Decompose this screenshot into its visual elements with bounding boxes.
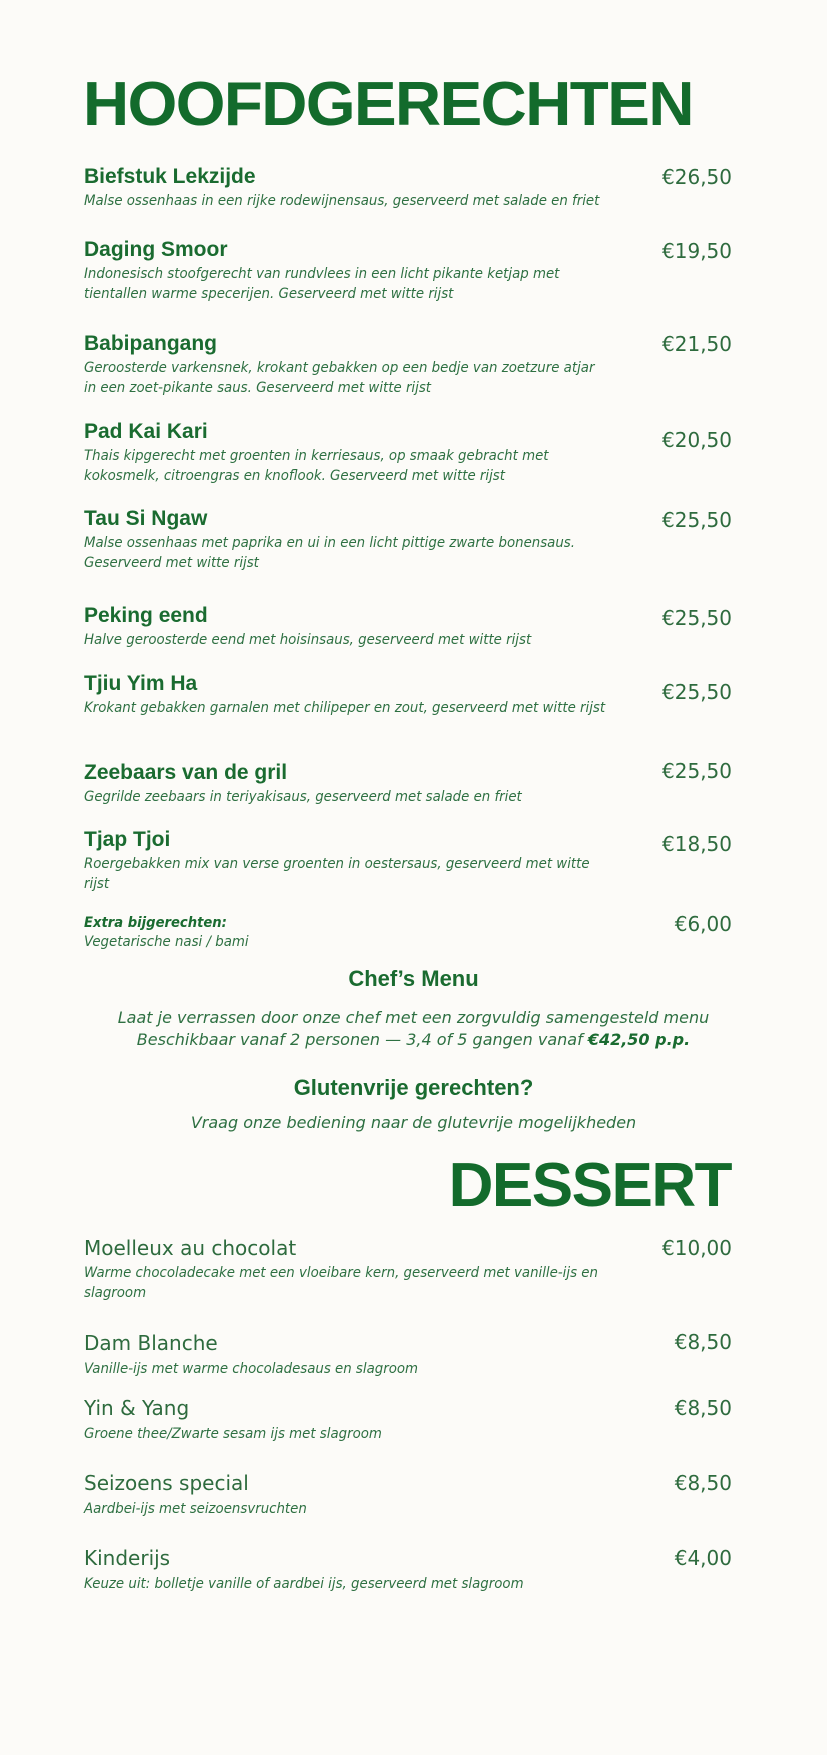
gluten-free-text: Vraag onze bediening naar de glutevrije mogelijkheden [190, 1113, 637, 1132]
menu-item-price: €18,50 [662, 832, 732, 856]
dessert-item-description: Aardbei-ijs met seizoensvruchten [84, 1501, 307, 1517]
chefs-menu-availability: Beschikbaar vanaf 2 personen — 3,4 of 5 gangen vanaf [136, 1030, 588, 1049]
dessert-item-price: €8,50 [674, 1330, 732, 1354]
dessert-item-name: Seizoens special [84, 1471, 249, 1495]
dessert-item-description: Vanille-ijs met warme chocoladesaus en slagroom [84, 1361, 419, 1377]
menu-item-name: Zeebaars van de gril [84, 761, 288, 784]
dessert-heading: DESSERT [448, 1151, 731, 1220]
menu-item-description: Gegrilde zeebaars in teriyakisaus, geserveerd met salade en friet [84, 789, 522, 805]
dessert-item-description: Keuze uit: bolletje vanille of aardbei ijs, geserveerd met slagroom [84, 1576, 524, 1592]
menu-item-description: Halve geroosterde eend met hoisinsaus, geserveerd met witte rijst [84, 632, 532, 648]
chefs-menu-description [0, 1007, 827, 1051]
menu-item-price: €21,50 [662, 332, 732, 356]
extra-sides-label: Extra bijgerechten: [84, 915, 227, 931]
menu-item-name: Peking eend [84, 604, 208, 627]
menu-item-price: €25,50 [662, 759, 732, 783]
menu-item-description: Thais kipgerecht met groenten in kerriesaus, op smaak gebracht met kokosmelk, citroengras en knoflook. Geserveerd met witte rijst [84, 448, 549, 484]
chefs-menu-price: €42,50 p.p. [587, 1030, 691, 1049]
menu-item-description: Geroosterde varkensnek, krokant gebakken op een bedje van zoetzure atjar in een zoet-pikante saus. Geserveerd met witte rijst [84, 360, 595, 396]
menu-item-name: Daging Smoor [84, 238, 228, 261]
menu-item-name: Tjap Tjoi [84, 828, 171, 851]
menu-item-price: €26,50 [662, 165, 732, 189]
menu-item-name: Tau Si Ngaw [84, 507, 208, 530]
menu-item-description: Malse ossenhaas met paprika en ui in een licht pittige zwarte bonensaus. Geserveerd met witte rijst [84, 535, 576, 571]
dessert-item-price: €8,50 [674, 1396, 732, 1420]
chefs-menu-line-2 [0, 1029, 827, 1051]
dessert-item-name: Dam Blanche [84, 1331, 218, 1355]
extra-sides-description: Vegetarische nasi / bami [84, 934, 249, 950]
dessert-item-price: €4,00 [674, 1546, 732, 1570]
menu-item-price: €25,50 [662, 680, 732, 704]
menu-item-price: €19,50 [662, 239, 732, 263]
dessert-item-name: Kinderijs [84, 1546, 171, 1570]
menu-item-name: Babipangang [84, 332, 218, 355]
menu-item-name: Tjiu Yim Ha [84, 672, 198, 695]
menu-item-name: Biefstuk Lekzijde [84, 165, 256, 188]
chefs-menu-line-1: Laat je verrassen door onze chef met een zorgvuldig samengesteld menu [117, 1008, 710, 1027]
menu-item-name: Pad Kai Kari [84, 420, 208, 443]
menu-item-description: Krokant gebakken garnalen met chilipeper en zout, geserveerd met witte rijst [84, 700, 606, 716]
main-courses-heading: HOOFDGERECHTEN [83, 70, 693, 139]
menu-item-description: Roergebakken mix van verse groenten in oestersaus, geserveerd met witte rijst [84, 856, 590, 892]
dessert-item-name: Yin & Yang [84, 1396, 190, 1420]
gluten-free-title: Glutenvrije gerechten? [293, 1075, 534, 1100]
menu-item-description: Malse ossenhaas in een rijke rodewijnensaus, geserveerd met salade en friet [84, 193, 600, 209]
chefs-menu-title: Chef’s Menu [348, 966, 479, 991]
menu-item-price: €25,50 [662, 508, 732, 532]
dessert-item-name: Moelleux au chocolat [84, 1236, 297, 1260]
extra-sides-price: €6,00 [674, 912, 732, 936]
menu-item-description: Indonesisch stoofgerecht van rundvlees in een licht pikante ketjap met tientallen warme specerijen. Geserveerd met witte rijst [84, 266, 560, 302]
menu-item-price: €20,50 [662, 428, 732, 452]
dessert-item-description: Warme chocoladecake met een vloeibare kern, geserveerd met vanille-ijs en slagroom [84, 1265, 598, 1301]
dessert-item-price: €10,00 [662, 1236, 732, 1260]
menu-item-price: €25,50 [662, 606, 732, 630]
dessert-item-price: €8,50 [674, 1471, 732, 1495]
dessert-item-description: Groene thee/Zwarte sesam ijs met slagroom [84, 1426, 382, 1442]
